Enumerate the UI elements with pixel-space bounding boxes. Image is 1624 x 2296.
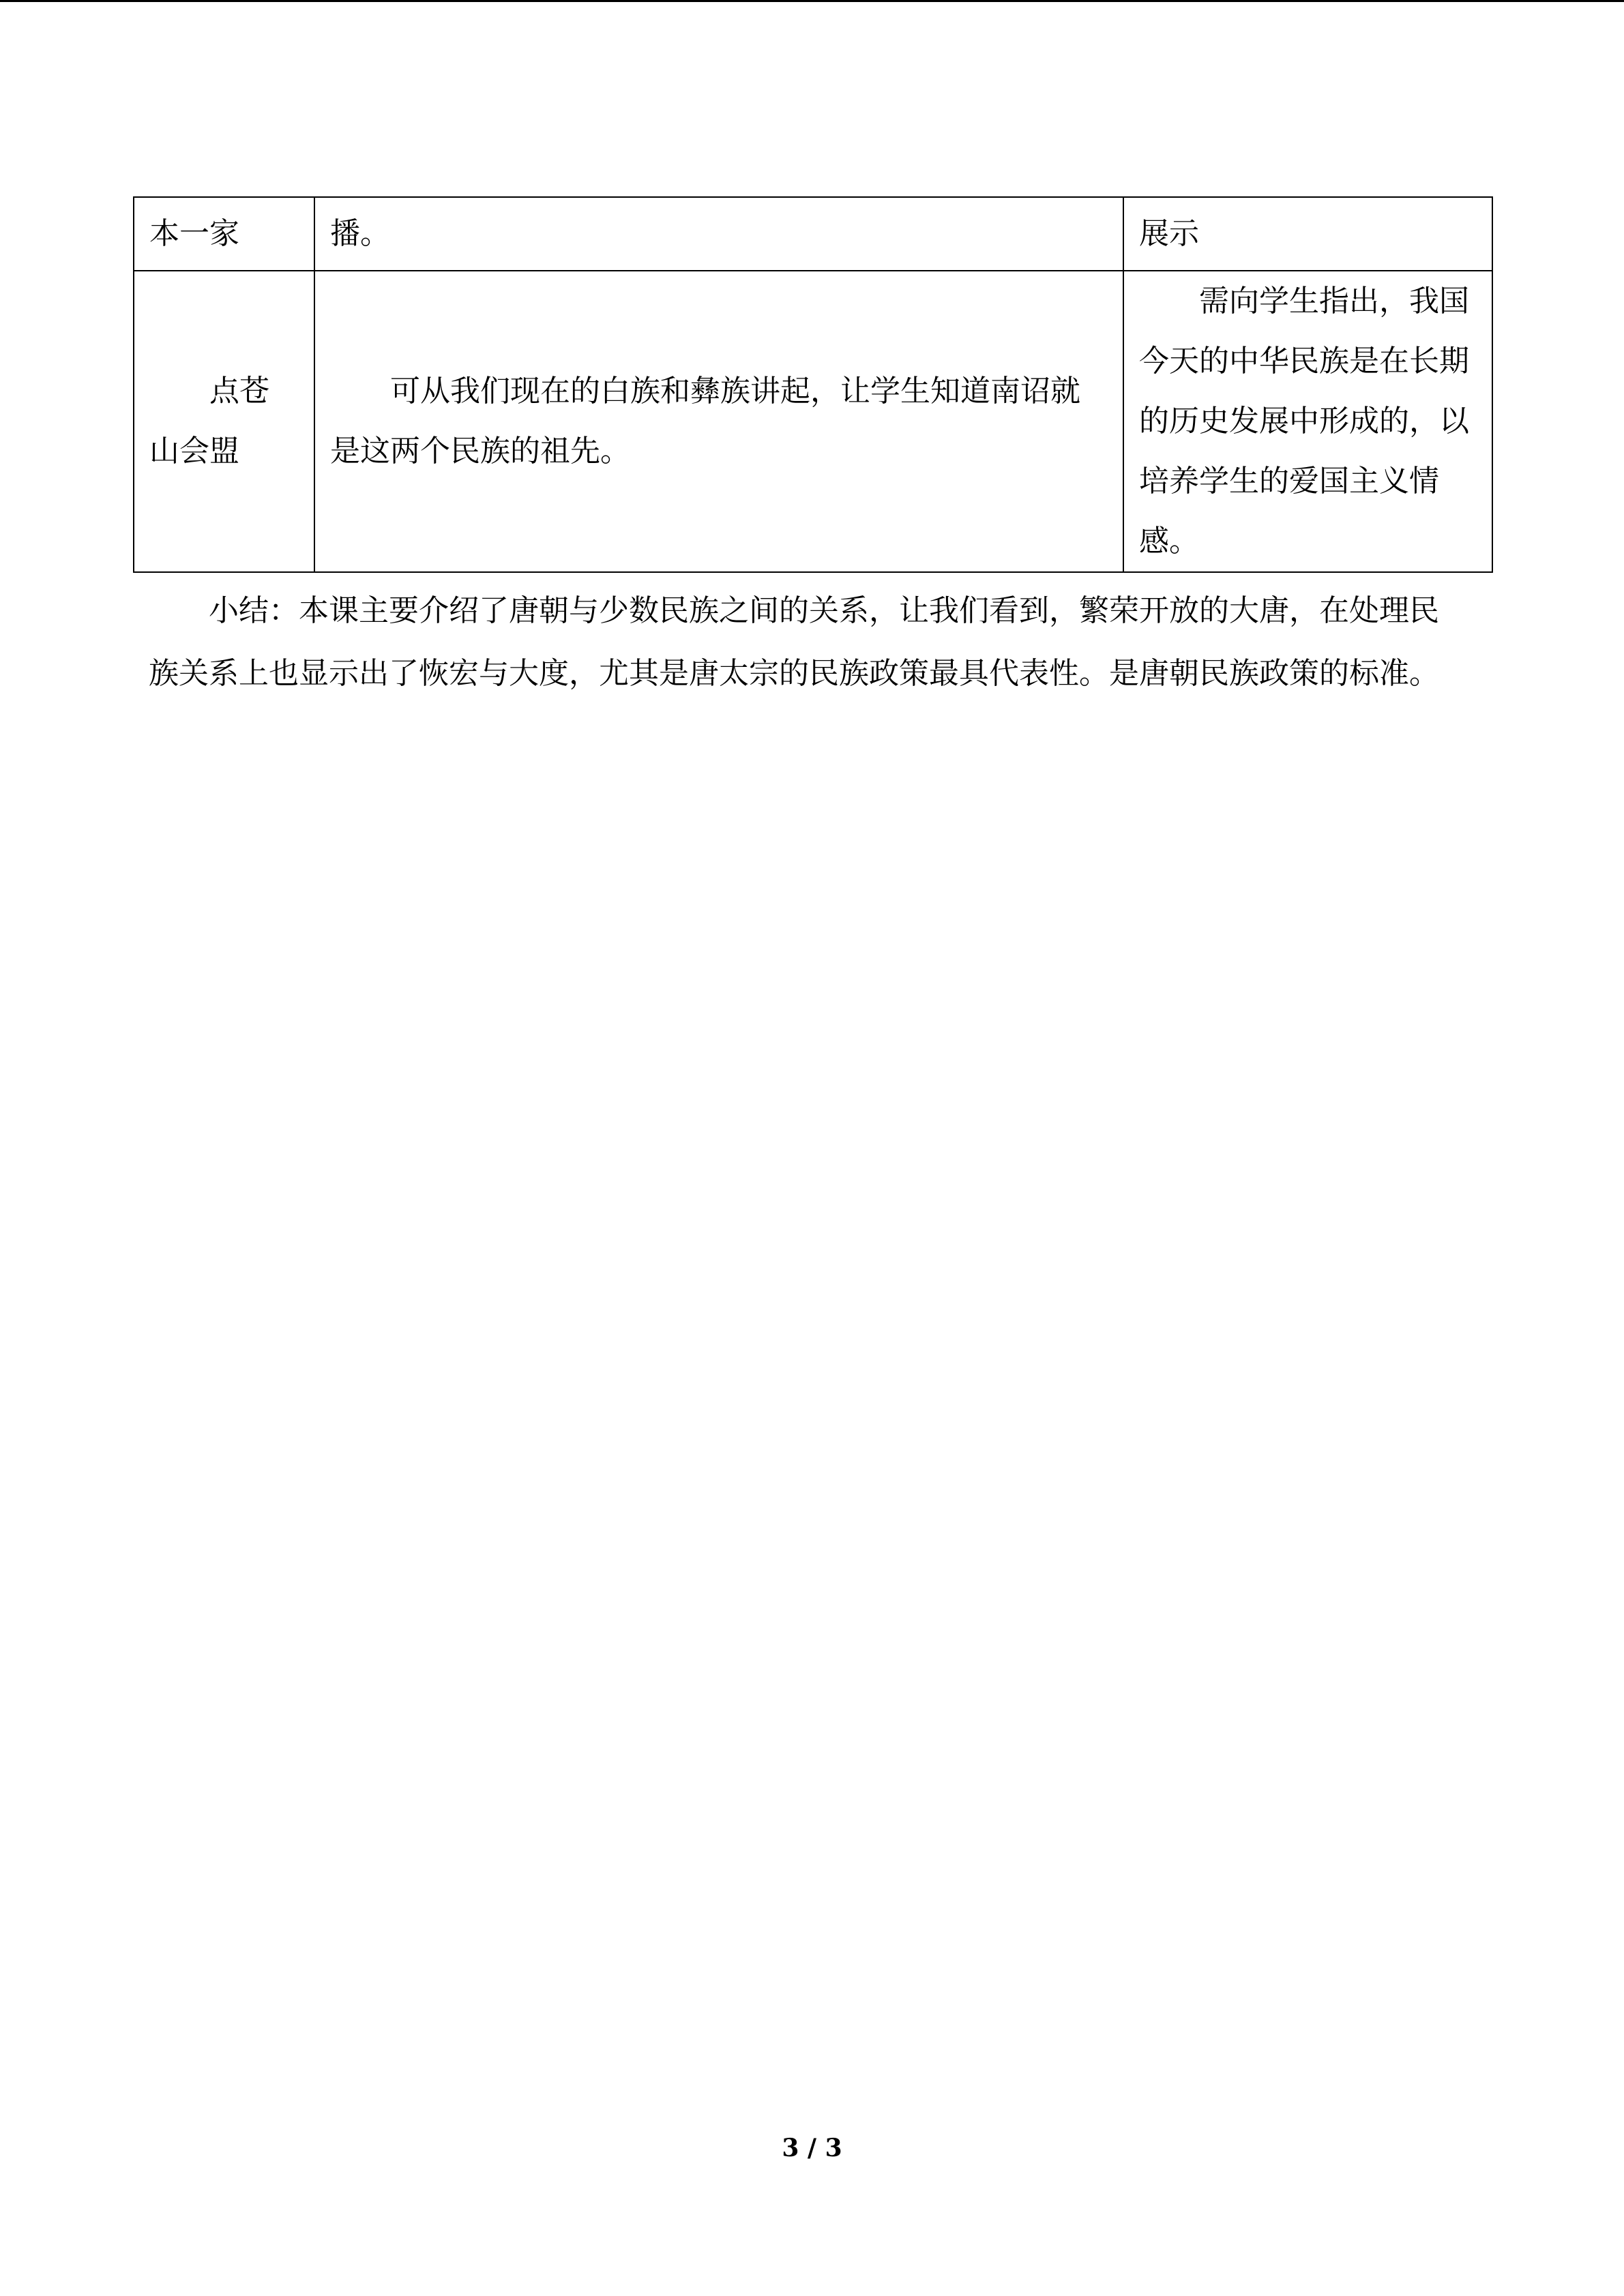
- table-cell-activity: 可从我们现在的白族和彝族讲起，让学生知道南诏就是这两个民族的祖先。: [314, 271, 1123, 572]
- table-cell-activity: 播。: [314, 197, 1123, 271]
- page-number: 3 / 3: [782, 2134, 842, 2162]
- table-row: [134, 271, 1492, 572]
- table-cell-topic: 本一家: [134, 197, 314, 271]
- table-cell-note: 展示: [1123, 197, 1492, 271]
- lesson-summary: 小结：本课主要介绍了唐朝与少数民族之间的关系，让我们看到，繁荣开放的大唐，在处理民族关系上也显示出了恢宏与大度，尤其是唐太宗的民族政策最具代表性。是唐朝民族政策的标准。: [149, 593, 1439, 691]
- table-cell-topic: 点苍山会盟: [134, 271, 314, 572]
- table-row: [134, 197, 1492, 271]
- table-cell-note: 需向学生指出，我国今天的中华民族是在长期的历史发展中形成的，以培养学生的爱国主义情感。: [1123, 271, 1492, 572]
- lesson-plan-table: [133, 196, 1493, 573]
- page-top-border: [0, 0, 1624, 2]
